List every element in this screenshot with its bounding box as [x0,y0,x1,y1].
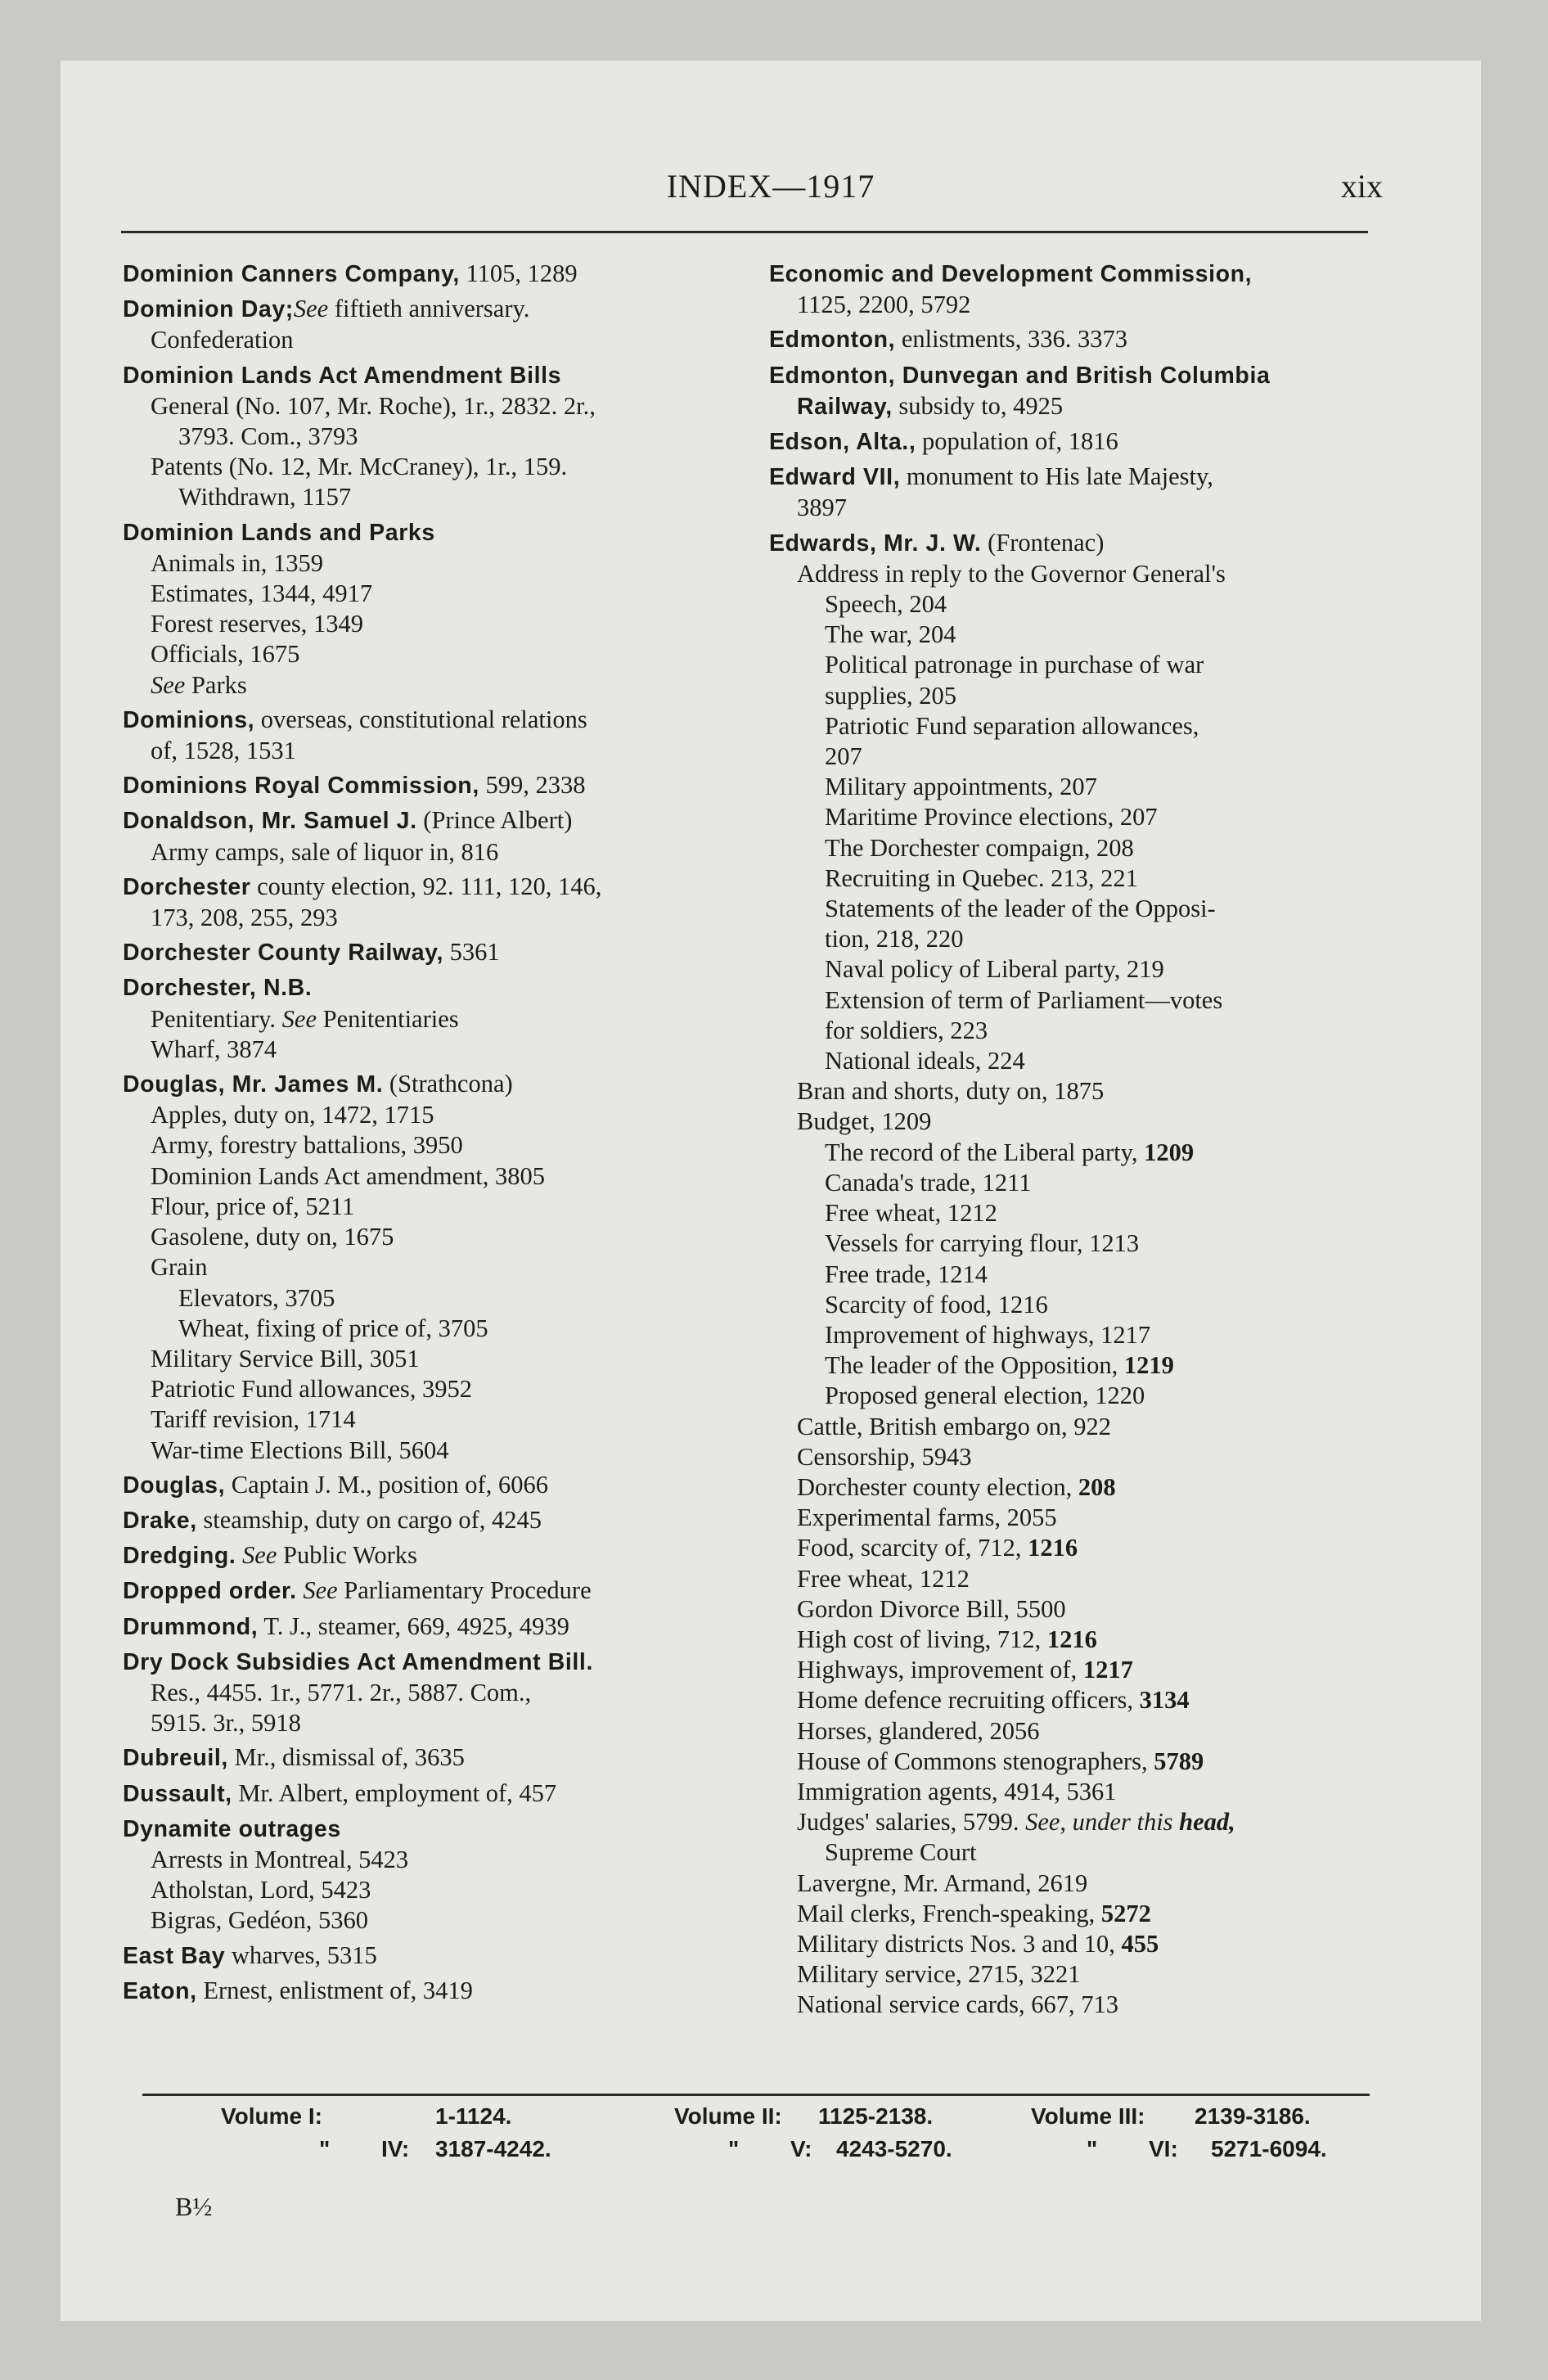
entry-heading: Dorchester, N.B. [123,975,313,1002]
entry-text: Military Service Bill, 3051 [151,1344,420,1373]
volume-label: V: [790,2136,812,2161]
entry-text: Proposed general election, 1220 [825,1382,1145,1410]
entry-heading: Drummond, [123,1613,259,1640]
volume-range: 3187-4242. [435,2136,551,2161]
entry-text: 5915. 3r., 5918 [151,1709,301,1738]
index-subentry [769,1685,1440,1715]
entry-text: 1125, 2200, 5792 [797,291,971,319]
entry-text: Mr. Albert, employment of, 457 [232,1778,557,1807]
entry-heading: Dominion Day; [123,296,294,323]
index-entry [123,1505,761,1536]
entry-heading: East Bay [123,1942,226,1969]
entry-text: Patents (No. 12, Mr. McCraney), 1r., 159. [151,453,568,481]
entry-text: Lavergne, Mr. Armand, 2619 [797,1868,1088,1897]
entry-page-ref: 1219 [1123,1351,1174,1380]
index-subentry [123,903,761,933]
page-header [61,167,1481,216]
entry-text: Parliamentary Procedure [337,1576,592,1605]
entry-text: Maritime Province elections, 207 [825,803,1158,832]
entry-heading: Edson, Alta., [769,429,916,456]
entry-heading: Dominion Canners Company, [123,261,460,287]
index-subentry [769,1929,1440,1959]
index-subentry [123,1905,761,1936]
entry-text: Military districts Nos. 3 and 10, [797,1929,1122,1958]
ditto-mark: " [728,2136,740,2161]
entry-text: subsidy to, 4925 [892,391,1064,420]
index-entry [123,872,761,903]
entry-text: Free wheat, 1212 [797,1564,970,1593]
index-entry [123,1941,761,1972]
index-subentry [769,894,1440,924]
entry-text: (Strathcona) [383,1070,513,1098]
entry-reference: See [296,1576,338,1605]
entry-text: Improvement of highways, 1217 [825,1320,1151,1349]
index-entry [123,972,761,1003]
index-subentry [769,1046,1440,1076]
index-entry [123,1647,761,1678]
entry-text: Penitentiaries [316,1004,459,1033]
index-subentry [769,1412,1440,1442]
entry-text: Immigration agents, 4914, 5361 [797,1777,1117,1805]
ditto-mark: " [319,2136,331,2161]
entry-text: Military service, 2715, 3221 [797,1960,1081,1989]
entry-heading: Drake, [123,1507,197,1534]
entry-text: enlistments, 336. 3373 [895,325,1128,354]
index-subentry [769,1837,1440,1868]
index-column-right [769,259,1440,2021]
entry-text: Animals in, 1359 [151,548,323,577]
entry-heading: Dussault, [123,1780,232,1807]
index-subentry [123,391,761,421]
entry-text: General (No. 107, Mr. Roche), 1r., 2832. 2r., [151,391,596,420]
entry-text: Ernest, enlistment of, 3419 [196,1976,473,2004]
entry-text: (Prince Albert) [416,806,573,835]
index-subentry [769,1290,1440,1320]
entry-heading: Donaldson, Mr. Samuel J. [123,808,417,835]
index-subentry [123,1436,761,1466]
entry-text: The Dorchester compaign, 208 [825,833,1134,862]
entry-text: monument to His late Majesty, [900,462,1213,491]
index-subentry [769,620,1440,650]
index-entry [123,360,761,391]
index-subentry [769,559,1440,589]
entry-text: Dorchester county election, [797,1472,1078,1501]
index-subentry [769,1777,1440,1807]
index-entry [769,462,1440,493]
entry-reference: See, under this [1025,1808,1180,1837]
entry-page-ref: 1216 [1028,1534,1078,1562]
entry-text: House of Commons stenographers, [797,1747,1154,1775]
entry-text: Army, forestry battalions, 3950 [151,1131,463,1160]
entry-heading: Edmonton, Dunvegan and British Columbia [769,362,1271,389]
index-subentry [123,837,761,868]
entry-text: 3897 [797,494,847,522]
entry-text: Mr., dismissal of, 3635 [227,1743,465,1772]
entry-text: Horses, glandered, 2056 [797,1716,1040,1745]
index-subentry [123,325,761,355]
index-subentry [123,482,761,512]
entry-text: Bigras, Gedéon, 5360 [151,1906,368,1935]
entry-text: National service cards, 667, 713 [797,1990,1118,2019]
entry-page-ref: 5789 [1154,1747,1204,1775]
entry-text: Experimental farms, 2055 [797,1503,1057,1532]
entry-text: Statements of the leader of the Opposi- [825,895,1216,923]
entry-text: supplies, 205 [825,681,956,710]
entry-reference: See [293,295,329,323]
entry-heading: Dry Dock Subsidies Act Amendment Bill. [123,1648,593,1675]
index-subentry [123,670,761,701]
index-subentry [769,741,1440,772]
entry-text: Tariff revision, 1714 [151,1405,356,1434]
entry-text: Apples, duty on, 1472, 1715 [151,1101,434,1129]
index-subentry [769,1260,1440,1290]
volume-range: 1-1124. [435,2103,512,2129]
entry-heading: Edwards, Mr. J. W. [769,530,982,557]
index-subentry [123,1130,761,1161]
index-entry [123,1470,761,1501]
index-subentry [769,1320,1440,1350]
index-entry [769,426,1440,458]
entry-text: Army camps, sale of liquor in, 816 [151,837,499,866]
index-subentry [769,1594,1440,1625]
entry-text: Supreme Court [825,1838,977,1867]
entry-text: Mail clerks, French-speaking, [797,1899,1101,1927]
index-subentry [769,1168,1440,1198]
index-subentry [769,1868,1440,1899]
index-entry [123,259,761,290]
entry-text: Address in reply to the Governor General's [797,559,1226,588]
index-subentry [123,1100,761,1130]
entry-text: county election, 92. 111, 120, 146, [250,872,602,900]
entry-heading: Dubreuil, [123,1745,228,1772]
index-entry [123,1575,761,1607]
entry-text: wharves, 5315 [225,1941,377,1969]
index-subentry [769,1016,1440,1046]
index-entry [123,1976,761,2007]
index-subentry [769,650,1440,680]
index-subentry [769,493,1440,523]
entry-text: Bran and shorts, duty on, 1875 [797,1077,1105,1106]
entry-text: Dominion Lands Act amendment, 3805 [151,1161,545,1190]
index-subentry [123,1283,761,1314]
entry-text: 173, 208, 255, 293 [151,904,338,932]
entry-text: The war, 204 [825,620,956,649]
entry-heading: Dorchester [123,873,251,900]
entry-text: The record of the Liberal party, [825,1138,1145,1166]
entry-text: Elevators, 3705 [178,1283,335,1312]
page-number: xix [1340,168,1383,205]
footer-rule [142,2094,1370,2096]
entry-text: Withdrawn, 1157 [178,483,352,512]
entry-page-ref: 455 [1121,1929,1159,1958]
index-subentry [769,1138,1440,1168]
index-subentry [769,924,1440,954]
entry-heading: Dredging. [123,1543,236,1570]
entry-text: 1105, 1289 [459,259,578,287]
ditto-mark: " [1087,2136,1098,2161]
entry-text: Highways, improvement of, [797,1656,1083,1684]
page [61,61,1481,2321]
index-entry [123,1814,761,1845]
entry-text: Wheat, fixing of price of, 3705 [178,1314,488,1342]
index-subentry [769,802,1440,832]
entry-text: Penitentiary. [151,1004,282,1033]
entry-text: Budget, 1209 [797,1107,932,1136]
index-subentry [123,548,761,579]
entry-text: Censorship, 5943 [797,1442,972,1471]
volume-range: 1125-2138. [818,2103,934,2129]
index-subentry [769,1899,1440,1929]
entry-heading: Edmonton, [769,327,896,354]
index-subentry [769,1990,1440,2020]
entry-page-ref: 208 [1078,1472,1116,1501]
entry-text: tion, 218, 220 [825,925,964,953]
entry-text: Free trade, 1214 [825,1260,988,1288]
index-subentry [769,772,1440,802]
index-subentry [769,1747,1440,1777]
index-entry [769,360,1440,391]
entry-text: Confederation [151,326,294,354]
entry-reference: See [151,670,186,699]
index-subentry [769,681,1440,711]
entry-text: Officials, 1675 [151,640,300,669]
entry-text: Canada's trade, 1211 [825,1168,1032,1197]
entry-text: steamship, duty on cargo of, 4245 [196,1505,542,1534]
entry-text: T. J., steamer, 669, 4925, 4939 [258,1611,569,1640]
index-subentry [123,421,761,452]
entry-text: Home defence recruiting officers, [797,1686,1140,1715]
index-subentry [123,1875,761,1905]
entry-text: Speech, 204 [825,590,947,619]
index-entry [123,517,761,548]
index-subentry [123,1344,761,1374]
entry-heading: Dominions, [123,706,255,733]
index-subentry [123,1708,761,1738]
index-entry [123,1778,761,1810]
index-subentry [769,711,1440,741]
index-column-left [123,259,761,2007]
entry-text: Free wheat, 1212 [825,1199,997,1228]
entry-text: Grain [151,1253,208,1282]
index-subentry [769,1198,1440,1228]
entry-text: Wharf, 3874 [151,1034,277,1063]
entry-heading: Dorchester County Railway, [123,940,444,967]
entry-text: Patriotic Fund allowances, 3952 [151,1375,473,1404]
entry-text: National ideals, 224 [825,1047,1025,1075]
index-subentry [123,452,761,482]
volume-range: 4243-5270. [836,2136,952,2161]
signature-mark: B½ [175,2192,213,2221]
volume-label: VI: [1149,2136,1178,2161]
index-subentry [123,579,761,609]
index-subentry [123,639,761,669]
index-subentry [769,985,1440,1016]
header-rule [121,231,1368,233]
entry-text: (Frontenac) [981,528,1105,557]
index-subentry [769,1472,1440,1503]
index-subentry [769,1625,1440,1655]
entry-text: Recruiting in Quebec. 213, 221 [825,863,1138,892]
volume-label: Volume I: [221,2103,322,2129]
entry-text: fiftieth anniversary. [328,295,530,323]
index-entry [123,1069,761,1100]
index-subentry [769,1807,1440,1837]
index-subentry [123,609,761,639]
entry-page-ref: 5272 [1100,1899,1151,1927]
entry-reference: head, [1179,1808,1235,1837]
entry-text: Judges' salaries, 5799. [797,1808,1026,1837]
entry-text: of, 1528, 1531 [151,737,296,765]
index-subentry [769,833,1440,863]
entry-text: 207 [825,742,862,771]
entry-text: for soldiers, 223 [825,1016,988,1044]
index-subentry [123,1845,761,1875]
index-subentry [769,954,1440,985]
entry-heading: Economic and Development Commission, [769,261,1253,287]
index-subentry [123,1404,761,1435]
entry-heading: Dynamite outrages [123,1815,341,1842]
volume-range: 2139-3186. [1195,2103,1311,2129]
entry-text: Naval policy of Liberal party, 219 [825,955,1164,984]
entry-text: The leader of the Opposition, [825,1351,1124,1380]
entry-text: Scarcity of food, 1216 [825,1290,1048,1318]
entry-text: Public Works [277,1541,417,1570]
index-entry [123,805,761,836]
index-subentry [123,1252,761,1282]
entry-text: Food, scarcity of, 712, [797,1534,1028,1562]
index-subentry [123,1034,761,1065]
index-subentry [123,1222,761,1252]
index-subentry [769,290,1440,320]
entry-page-ref: 1217 [1082,1656,1133,1684]
index-subentry [769,1442,1440,1472]
index-subentry [769,1381,1440,1411]
entry-text: Extension of term of Parliament—votes [825,985,1223,1014]
entry-heading: Railway, [797,393,893,420]
index-entry [123,1611,761,1643]
entry-page-ref: 1209 [1144,1138,1195,1166]
volume-range: 5271-6094. [1211,2136,1327,2161]
index-subentry [769,1655,1440,1685]
entry-text: Estimates, 1344, 4917 [151,579,373,608]
entry-heading: Dominions Royal Commission, [123,773,479,800]
entry-reference: See [281,1004,317,1033]
index-subentry [123,1314,761,1344]
entry-text: Flour, price of, 5211 [151,1192,355,1220]
index-subentry [769,1503,1440,1533]
entry-text: Res., 4455. 1r., 5771. 2r., 5887. Com., [151,1678,532,1706]
index-entry [123,770,761,801]
entry-text: Captain J. M., position of, 6066 [225,1470,548,1499]
index-subentry [769,1107,1440,1137]
entry-text: Arrests in Montreal, 5423 [151,1845,409,1873]
entry-text: Military appointments, 207 [825,773,1097,801]
index-subentry [123,1192,761,1222]
entry-heading: Dropped order. [123,1578,297,1605]
index-entry [123,294,761,325]
index-subentry [769,1564,1440,1594]
entry-text: 5361 [443,938,500,967]
entry-heading: Douglas, [123,1472,226,1499]
index-subentry [123,736,761,766]
entry-heading: Edward VII, [769,464,901,491]
index-subentry [769,1959,1440,1990]
index-subentry [769,1350,1440,1381]
index-entry [123,1742,761,1774]
entry-text: Atholstan, Lord, 5423 [151,1876,371,1904]
index-subentry [769,391,1440,422]
index-subentry [769,1533,1440,1563]
index-entry [769,528,1440,559]
entry-text: High cost of living, 712, [797,1625,1047,1653]
index-entry [123,937,761,968]
index-subentry [769,1716,1440,1747]
entry-text: overseas, constitutional relations [254,705,587,733]
entry-text: Parks [185,670,247,699]
index-entry [769,259,1440,290]
volume-label: Volume II: [674,2103,782,2129]
index-subentry [769,863,1440,894]
entry-heading: Dominion Lands Act Amendment Bills [123,362,562,389]
entry-text: 3793. Com., 3793 [178,422,358,451]
entry-page-ref: 1216 [1046,1625,1097,1653]
entry-heading: Eaton, [123,1977,197,2004]
entry-reference: See [236,1541,277,1570]
index-entry [769,324,1440,355]
index-entry [123,1540,761,1571]
index-subentry [123,1374,761,1404]
entry-page-ref: 3134 [1139,1686,1190,1715]
index-entry [123,705,761,736]
index-subentry [123,1004,761,1034]
entry-text: Political patronage in purchase of war [825,651,1204,679]
entry-text: Patriotic Fund separation allowances, [825,711,1199,740]
index-subentry [123,1678,761,1708]
index-subentry [769,1228,1440,1259]
entry-text: Gasolene, duty on, 1675 [151,1223,394,1251]
entry-text: Vessels for carrying flour, 1213 [825,1229,1140,1258]
entry-text: 599, 2338 [479,771,586,800]
entry-text: War-time Elections Bill, 5604 [151,1436,449,1464]
entry-text: population of, 1816 [916,427,1118,456]
volume-label: IV: [381,2136,410,2161]
page-title: INDEX—1917 [666,168,875,205]
index-subentry [769,1076,1440,1107]
index-subentry [769,589,1440,620]
entry-text: Cattle, British embargo on, 922 [797,1412,1112,1440]
entry-text: Gordon Divorce Bill, 5500 [797,1594,1066,1623]
entry-text: Forest reserves, 1349 [151,610,364,638]
entry-heading: Dominion Lands and Parks [123,519,435,546]
index-subentry [123,1161,761,1192]
entry-heading: Douglas, Mr. James M. [123,1071,384,1098]
volume-label: Volume III: [1031,2103,1145,2129]
